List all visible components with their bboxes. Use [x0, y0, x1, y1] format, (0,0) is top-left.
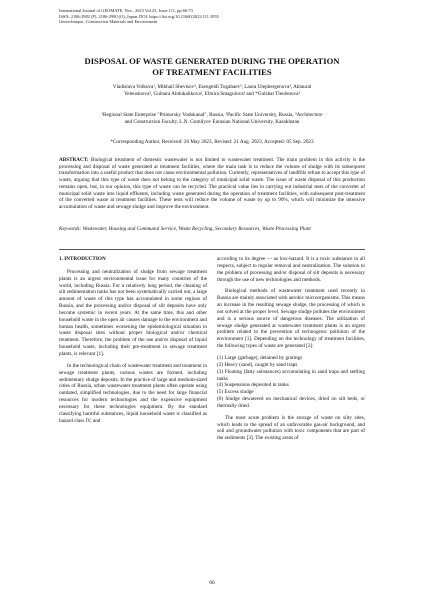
- page-number: 66: [209, 580, 215, 586]
- keywords-text: Wastewater, Housing and Communal Service, Waste Recycling, Secondary Resources, Waste Processing Plant: [82, 226, 311, 232]
- right-column: [217, 256, 365, 447]
- affiliations: [48, 112, 376, 125]
- paragraph: The most acute problem is the storage of waste on silty sites, which leads to the spread of an unfavorable gas-air background, and soil and groundwater pollution with toxic components that are part of the sediments [3]. The existing areas of: [217, 414, 365, 442]
- author-list: [48, 84, 376, 97]
- list-item: (3) Floating (fatty substances) accumulating in sand traps and settling tanks: [217, 368, 365, 382]
- abstract-text: Biological treatment of domestic wastewater is not limited to wastewater treatment. The main problem in this activity is the processing and disposal of waste generated at treatment facilities, where the main task is to reduce the volume of sludge with its subsequent transformation into a useful product that does not cause environmental pollution. Currently, representatives of landfills refuse to accept this type of waste, arguing that this type of waste does not belong to the category of municipal solid waste. The issue of waste disposal of this production remains open, but, in our opinion, this type of waste can be recycled. The practical value lies in carrying out industrial tests of the converter of municipal solid waste into liquid effluents, including waste generated during the operation of treatment facilities, with subsequent post-treatment of the converted waste at treatment facilities. These tests will reduce the volume of waste by up to 90%, which will minimize the intensive accumulation of waste and sewage sludge and improve the environment.: [59, 157, 365, 210]
- list-item: (5) Excess sludge: [217, 389, 254, 396]
- journal-citation: International Journal of GEOMATE, Nov., 2023 Vol.25, Issue 111, pp.66-73: [59, 8, 193, 13]
- list-item: (6) Sludge dewatered on mechanical devices, dried on silt beds, or thermally dried.: [217, 396, 365, 409]
- journal-category: Geotechnique, Construction Materials and Environment: [59, 19, 158, 25]
- waste-type-list: [217, 355, 365, 410]
- keywords-label: Keywords:: [59, 226, 82, 232]
- journal-issn-doi: ISSN: 2186-2982 (P), 2186-2990 (O), Japan, DOI: https://doi.org/10.21660/2023.111.3955: [59, 13, 219, 19]
- left-column: [59, 256, 207, 429]
- abstract-label: ABSTRACT:: [59, 157, 89, 163]
- paragraph: In the technological chain of wastewater treatment and treatment in sewage treatment plants, various wastes are formed, including sedimentary sludge deposits. In the practice of large and medium-sized cities of Russia, urban wastewater treatment plants often operate using outdated, simplified technologies, due to the need for large financial resources for modern technologies and the expensive equipment necessary for these technologies equipment. By the standard classifying harmful substances, liquid household waste is classified as hazard class IV, and: [59, 362, 207, 424]
- paper-title: [40, 56, 384, 77]
- paragraph: according to its degree — as low-hazard. It is a toxic substance in all respects, subject to regular removal and neutralization. The solution to the problem of processing and/or disposal of silt deposits is necessary through the use of new technologies and methods.: [217, 256, 365, 283]
- paragraph: Processing and neutralization of sludge from sewage treatment plants is an urgent environmental issue for many countries of the world, including Russia. For a relatively long period, the cleaning of silt sedimentation tanks has not been systematically carried out, a large amount of waste of this type has accumulated in some regions of Russia, and the processing and/or disposal of silt deposits have only become systemic in recent years. At the same time, this and other household waste in the open air causes damage to the environment and human health, sometimes worsening the epidemiological situation in waste disposal sites without proper biological and/or chemical treatment. Therefore, the problem of the use and/or disposal of liquid household waste, including their pre-treatment in sewage treatment plants, is relevant [1].: [59, 268, 207, 357]
- author-line-2: Yeleusinova³, Gulnara Abdukalikova³, Elmira Smagulova³ and *Gulshat Tleulenova³: [123, 90, 301, 97]
- list-item: (4) Suspensions deposited in tanks: [217, 382, 289, 389]
- paragraph: Biological methods of wastewater treatment used recently in Russia are mainly associated with aerobic microorganisms. This means an increase in the resulting sewage sludge, the processing of which is not solved at the proper level. Sewage sludge pollutes the environment and is a serious source of dangerous diseases. The utilization of sewage sludge generated at wastewater treatment plants is an urgent problem related to the prevention of technogenic pollution of the environment [1]. Depending on the technology of treatment facilities, the following types of waste are generated [2]:: [217, 288, 365, 350]
- list-item: (2) Heavy (sand), caught by sand traps: [217, 361, 298, 368]
- list-item: (1) Large (garbage), detained by gratings: [217, 354, 303, 361]
- affiliation-line-2: and Construction Faculty, L.N. Gumilyov Eurasian National University, Kazakhstan: [124, 118, 300, 125]
- abstract-divider: [59, 249, 365, 250]
- corresponding-author-dates: *Corresponding Author, Received: 26 May 2023, Revised: 21 Aug. 2023, Accepted: 05 Sep. 2023: [110, 139, 314, 145]
- paper-title-line-1: DISPOSAL OF WASTE GENERATED DURING THE OPERATION: [84, 56, 340, 66]
- paper-title-line-2: OF TREATMENT FACILITIES: [152, 66, 272, 77]
- journal-header: [59, 8, 219, 25]
- affiliation-line-1: ¹Regional State Enterprise "Primorsky Vodokanal", Russia, ²Pacific State University, Russia, ³Architecture: [101, 112, 323, 118]
- section-heading: 1. INTRODUCTION: [59, 256, 106, 262]
- abstract: [59, 157, 365, 211]
- author-line-1: Vladislava Volkova¹, Mikhail Shevtsov², Esengeldi Togabaev³, Laura Utepbergenova³, Aktaural: [112, 84, 312, 90]
- keywords: [59, 226, 365, 233]
